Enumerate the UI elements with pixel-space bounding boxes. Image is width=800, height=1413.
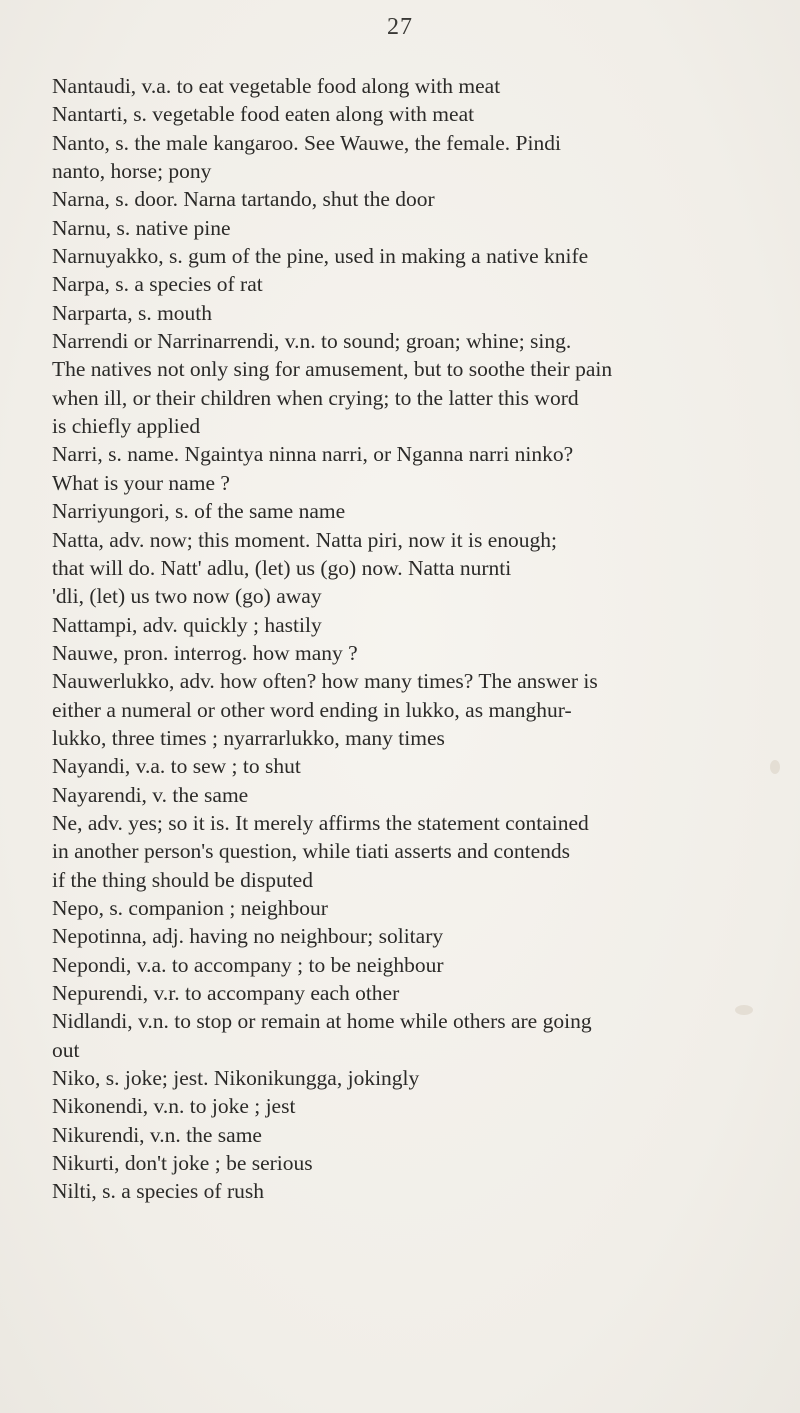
- paper-stain: [770, 760, 780, 774]
- entry-headline: Narna, s. door. Narna tartando, shut the door: [52, 187, 435, 212]
- dictionary-entry: [52, 72, 752, 100]
- dictionary-entry: [52, 951, 752, 979]
- dictionary-entry: [52, 526, 752, 611]
- dictionary-entry: [52, 979, 752, 1007]
- entry-continuation: if the thing should be disputed: [52, 867, 313, 892]
- page-number: 27: [387, 14, 413, 40]
- entry-headline: Nepotinna, adj. having no neighbour; solitary: [52, 924, 444, 949]
- entry-headline: Nayandi, v.a. to sew ; to shut: [52, 754, 301, 779]
- entry-headline: Nauwe, pron. interrog. how many ?: [52, 640, 358, 665]
- dictionary-entry: [52, 639, 752, 667]
- entry-headline: Nilti, s. a species of rush: [52, 1179, 264, 1204]
- entry-headline: Nauwerlukko, adv. how often? how many times? The answer is: [52, 669, 598, 694]
- entry-headline: Nantarti, s. vegetable food eaten along with meat: [52, 102, 475, 127]
- entry-headline: Nattampi, adv. quickly ; hastily: [52, 612, 322, 637]
- entry-continuation: The natives not only sing for amusement, but to soothe their pain: [52, 357, 613, 382]
- dictionary-entry: [52, 440, 752, 497]
- entry-headline: Narriyungori, s. of the same name: [52, 499, 346, 524]
- entry-headline: Nantaudi, v.a. to eat vegetable food along with meat: [52, 74, 501, 98]
- entry-continuation: nanto, horse; pony: [52, 159, 212, 184]
- entry-headline: Nikurti, don't joke ; be serious: [52, 1151, 313, 1176]
- entry-headline: Narnuyakko, s. gum of the pine, used in making a native knife: [52, 244, 589, 269]
- entry-headline: Nayarendi, v. the same: [52, 782, 249, 807]
- entry-headline: Narnu, s. native pine: [52, 215, 231, 240]
- dictionary-entry: [52, 327, 752, 440]
- dictionary-entry: [52, 270, 752, 298]
- entry-headline: Narparta, s. mouth: [52, 300, 213, 325]
- dictionary-entry: [52, 781, 752, 809]
- dictionary-entry: [52, 1092, 752, 1120]
- entry-continuation: What is your name ?: [52, 470, 230, 495]
- entry-headline: Nanto, s. the male kangaroo. See Wauwe, the female. Pindi: [52, 130, 561, 155]
- dictionary-entry: [52, 1149, 752, 1177]
- entry-continuation: either a numeral or other word ending in lukko, as manghur-: [52, 697, 572, 722]
- entry-continuation: that will do. Natt' adlu, (let) us (go) now. Natta nurnti: [52, 555, 512, 580]
- dictionary-entry: [52, 185, 752, 213]
- dictionary-entry: [52, 100, 752, 128]
- dictionary-entry: [52, 809, 752, 894]
- entry-headline: Natta, adv. now; this moment. Natta piri, now it is enough;: [52, 527, 557, 552]
- entry-headline: Narrendi or Narrinarrendi, v.n. to sound; groan; whine; sing.: [52, 329, 572, 354]
- dictionary-entry: [52, 214, 752, 242]
- dictionary-entry: [52, 1064, 752, 1092]
- entry-headline: Niko, s. joke; jest. Nikonikungga, jokingly: [52, 1066, 420, 1091]
- entry-headline: Nepo, s. companion ; neighbour: [52, 895, 328, 920]
- dictionary-entry: [52, 1121, 752, 1149]
- dictionary-entry: [52, 752, 752, 780]
- entry-headline: Nikonendi, v.n. to joke ; jest: [52, 1094, 296, 1119]
- dictionary-entry: [52, 894, 752, 922]
- dictionary-entry: [52, 667, 752, 752]
- dictionary-entry: [52, 242, 752, 270]
- entry-continuation: lukko, three times ; nyarrarlukko, many times: [52, 725, 445, 750]
- entry-continuation: out: [52, 1037, 80, 1062]
- entry-headline: Narri, s. name. Ngaintya ninna narri, or Nganna narri ninko?: [52, 442, 574, 467]
- dictionary-entry: [52, 922, 752, 950]
- entry-headline: Nepurendi, v.r. to accompany each other: [52, 981, 400, 1005]
- dictionary-entry: [52, 497, 752, 525]
- entry-continuation: when ill, or their children when crying; to the latter this word: [52, 385, 579, 410]
- dictionary-entry: [52, 299, 752, 327]
- entry-continuation: in another person's question, while tiati asserts and contends: [52, 839, 570, 864]
- entry-continuation: 'dli, (let) us two now (go) away: [52, 584, 322, 609]
- dictionary-entry: [52, 129, 752, 186]
- dictionary-entry: [52, 1177, 752, 1205]
- dictionary-entry: [52, 611, 752, 639]
- entry-headline: Ne, adv. yes; so it is. It merely affirms the statement contained: [52, 810, 589, 835]
- entry-headline: Narpa, s. a species of rat: [52, 272, 263, 297]
- entry-headline: Nikurendi, v.n. the same: [52, 1122, 262, 1147]
- entry-headline: Nidlandi, v.n. to stop or remain at home while others are going: [52, 1009, 592, 1034]
- entry-continuation: is chiefly applied: [52, 414, 201, 439]
- dictionary-entries: [52, 72, 752, 1206]
- entry-headline: Nepondi, v.a. to accompany ; to be neighbour: [52, 952, 444, 977]
- dictionary-entry: [52, 1007, 752, 1064]
